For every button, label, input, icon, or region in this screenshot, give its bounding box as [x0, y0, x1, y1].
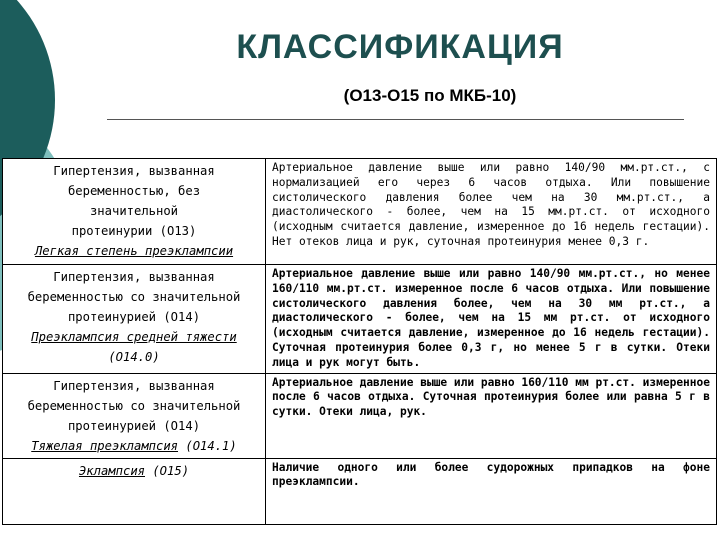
category-line: беременностью, без — [67, 184, 201, 198]
criteria-cell: Артериальное давление выше или равно 160/110 мм рт.ст. измеренное после 6 часов отдыха. Суточная протеинурия более или равна 5 г в сутки. Отеки лица, рук. — [266, 373, 717, 458]
table-row — [3, 159, 717, 265]
category-cell — [3, 159, 266, 265]
category-line: протеинурией (О14) — [67, 310, 201, 324]
category-line: протеинурией (О14) — [67, 418, 201, 433]
criteria-cell: Наличие одного или более судорожных припадков на фоне преэклампсии. — [266, 458, 717, 524]
category-line: беременностью со значительной — [27, 290, 241, 304]
severity-line — [9, 436, 259, 456]
severity-label: Тяжелая преэклампсия — [31, 438, 179, 453]
severity-line — [9, 461, 259, 481]
severity-label: Легкая степень преэклампсии — [34, 244, 234, 258]
table-row — [3, 373, 717, 458]
category-line: Гипертензия, вызванная — [53, 164, 215, 178]
severity-code: (О14.0) — [108, 350, 160, 364]
page-title: КЛАССИФИКАЦИЯ — [236, 28, 564, 66]
category-cell — [3, 373, 266, 458]
severity-label: Эклампсия — [78, 463, 145, 478]
severity-code: (О14.1) — [185, 438, 237, 453]
table-row — [3, 458, 717, 524]
page-subtitle: (О13-О15 по МКБ-10) — [343, 86, 517, 105]
table-row — [3, 265, 717, 374]
classification-table — [2, 158, 717, 525]
category-line: беременностью со значительной — [27, 398, 241, 413]
category-cell — [3, 458, 266, 524]
category-line: Гипертензия, вызванная — [53, 378, 215, 393]
category-line: Гипертензия, вызванная — [53, 270, 215, 284]
criteria-cell: Артериальное давление выше или равно 140/90 мм.рт.ст., но менее 160/110 мм.рт.ст. измеренное после 6 часов отдыха. Или повышение систолического давления более, чем на 30 мм рт.ст., а диастолического - более, чем на 15 мм рт.ст. от исходного (исходным считается давление, измеренное до 16 недель гестации). Суточная протеинурия более 0,3 г, но менее 5 г в сутки. Отеки лица и рук могут быть. — [266, 265, 717, 374]
title-divider — [107, 119, 684, 120]
category-cell — [3, 265, 266, 374]
severity-label: Преэклампсия средней тяжести — [31, 330, 237, 344]
category-line: протеинурии (О13) — [71, 224, 197, 238]
category-line: значительной — [89, 204, 179, 218]
severity-code: (О15) — [152, 463, 190, 478]
criteria-cell: Артериальное давление выше или равно 140/90 мм.рт.ст., с нормализацией его через 6 часов отдыха. Или повышение систолического давления более чем на 30 мм.рт.ст., а диастолического - более, чем на 15 мм.рт.ст. от исходного (исходным считается давление, измеренное до 16 недель гестации). Нет отеков лица и рук, суточная протеинурия менее 0,3 г. — [266, 159, 717, 265]
